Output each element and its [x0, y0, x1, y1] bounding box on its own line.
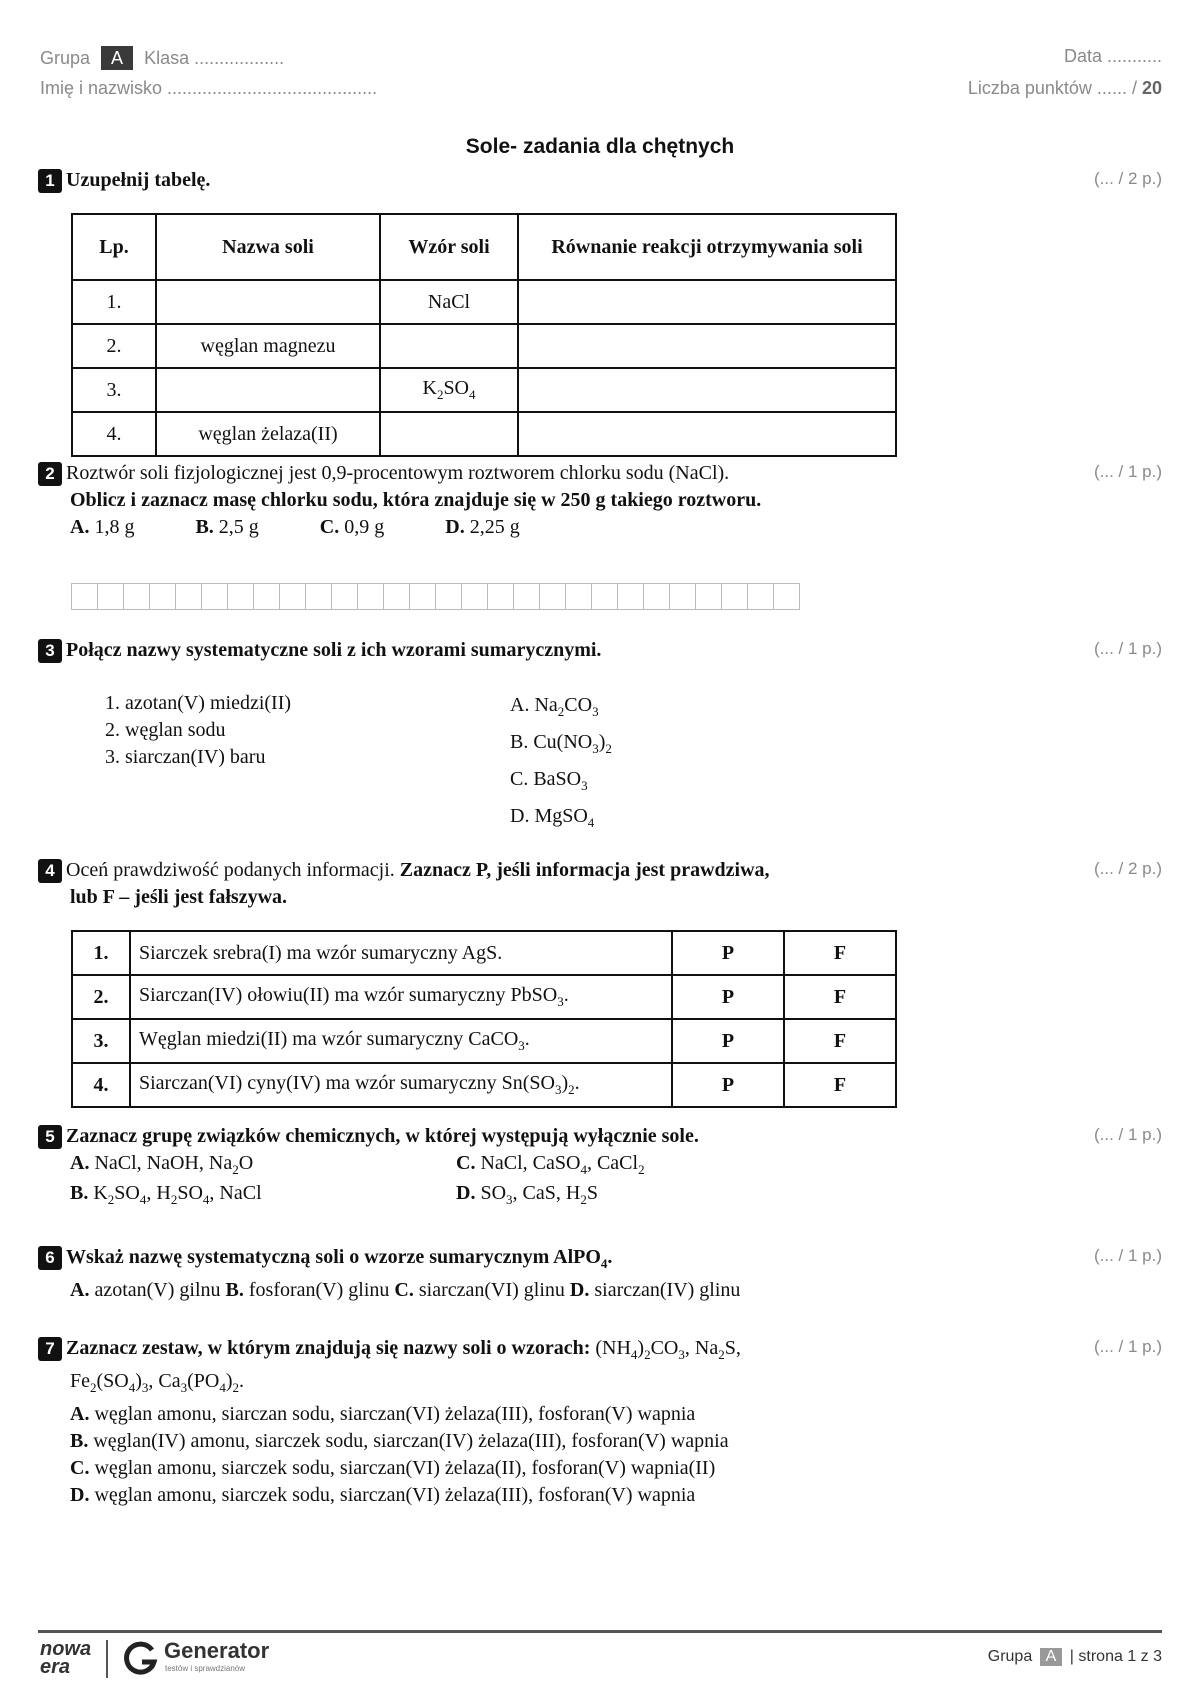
question-4: [38, 857, 938, 911]
salt-formulas-list: [510, 690, 612, 838]
formulas: $Fe_2(SO_4)_3$, $Ca_3(PO_4)_2$.: [70, 1370, 245, 1395]
option-b[interactable]: B. węglan(IV) amonu, siarczek sodu, siarczan(IV) żelaza(III), fosforan(V) wapnia: [70, 1430, 729, 1452]
option-d[interactable]: D. węglan amonu, siarczek sodu, siarczan(VI) żelaza(III), fosforan(V) wapnia: [70, 1484, 696, 1506]
option-d[interactable]: D. 2,25 g: [445, 516, 520, 538]
question-text: Wskaż nazwę systematyczną soli o wzorze sumarycznym AlPO$_4$.: [66, 1246, 613, 1271]
salt-names-list: [105, 690, 291, 771]
row-number: 4.: [72, 412, 156, 456]
option-d[interactable]: D. siarczan(IV) glinu: [569, 1279, 741, 1301]
question-3: [38, 637, 601, 664]
question-number: 1: [38, 169, 62, 193]
table-row: 2. Siarczan(IV) ołowiu(II) ma wzór sumaryczny PbSO$_3$. P F: [72, 975, 896, 1019]
grid-cell[interactable]: [149, 583, 176, 610]
reaction-cell[interactable]: [518, 368, 896, 412]
salt-formula-cell[interactable]: [380, 324, 518, 368]
question-text: Zaznacz grupę związków chemicznych, w której występują wyłącznie sole.: [66, 1125, 699, 1147]
table-row: 1. Siarczek srebra(I) ma wzór sumaryczny AgS. P F: [72, 931, 896, 975]
salt-name-cell[interactable]: [156, 280, 380, 324]
salt-formula-cell: NaCl: [380, 280, 518, 324]
group-badge: A: [101, 46, 133, 70]
grid-cell[interactable]: [513, 583, 540, 610]
question-7-points: (... / 1 p.): [1093, 1337, 1162, 1356]
group-line: [40, 46, 284, 70]
salt-table: [71, 213, 897, 457]
grid-cell[interactable]: [643, 583, 670, 610]
reaction-cell[interactable]: [518, 324, 896, 368]
option-c[interactable]: C. NaCl, CaSO$_4$, CaCl$_2$: [456, 1152, 645, 1177]
points-line: [968, 78, 1162, 99]
table-row: 3. Węglan miedzi(II) ma wzór sumaryczny CaCO$_3$. P F: [72, 1019, 896, 1063]
grid-cell[interactable]: [617, 583, 644, 610]
grid-cell[interactable]: [201, 583, 228, 610]
nowa-era-logo: nowa era: [40, 1638, 92, 1678]
grid-cell[interactable]: [253, 583, 280, 610]
salt-name-cell[interactable]: [156, 368, 380, 412]
grid-cell[interactable]: [435, 583, 462, 610]
question-text: Zaznacz zestaw, w którym znajdują się nazwy soli o wzorach:: [66, 1337, 591, 1359]
formulas: $(NH_4)_2CO_3$, $Na_2S$,: [595, 1337, 741, 1362]
date-label: Data ...........: [1063, 46, 1162, 66]
class-label: Klasa ..................: [144, 48, 285, 68]
row-number: 2.: [72, 324, 156, 368]
grid-cell[interactable]: [383, 583, 410, 610]
option-c[interactable]: C. 0,9 g: [319, 516, 385, 538]
points-total: 20: [1141, 78, 1162, 98]
generator-logo: [122, 1640, 160, 1683]
col-header: Równanie reakcji otrzymywania soli: [518, 214, 896, 280]
statement: Siarczan(IV) ołowiu(II) ma wzór sumaryczny PbSO$_3$.: [130, 975, 672, 1019]
grid-cell[interactable]: [695, 583, 722, 610]
reaction-cell[interactable]: [518, 280, 896, 324]
question-instruction: Zaznacz P, jeśli informacja jest prawdziwa,: [399, 859, 770, 881]
col-header: Lp.: [72, 214, 156, 280]
question-1: [38, 167, 210, 194]
true-false-table: [71, 930, 897, 1108]
salt-formula-cell[interactable]: [380, 412, 518, 456]
list-item: 2. węglan sodu: [105, 719, 226, 741]
grid-cell[interactable]: [227, 583, 254, 610]
grid-cell[interactable]: [71, 583, 98, 610]
footer-group-badge: A: [1040, 1648, 1063, 1666]
salt-formula-cell: $K_2SO_4$: [380, 368, 518, 412]
col-header: Wzór soli: [380, 214, 518, 280]
grid-cell[interactable]: [747, 583, 774, 610]
table-row: [72, 412, 896, 456]
table-row: [72, 324, 896, 368]
table-row: [72, 280, 896, 324]
question-6-points: (... / 1 p.): [1093, 1246, 1162, 1265]
grid-cell[interactable]: [773, 583, 800, 610]
grid-cell[interactable]: [305, 583, 332, 610]
list-item: 3. siarczan(IV) baru: [105, 746, 266, 768]
statement: Siarczek srebra(I) ma wzór sumaryczny AgS.: [130, 931, 672, 975]
question-number: 3: [38, 639, 62, 663]
question-text: Uzupełnij tabelę.: [66, 169, 211, 191]
question-number: 4: [38, 859, 62, 883]
false-option[interactable]: F: [784, 1063, 896, 1107]
list-item: B. $Cu(NO_3)_2$: [510, 731, 612, 756]
grid-cell[interactable]: [123, 583, 150, 610]
question-number: 2: [38, 462, 62, 486]
grid-cell[interactable]: [175, 583, 202, 610]
question-2: [38, 460, 1088, 541]
question-number: 5: [38, 1125, 62, 1149]
option-d[interactable]: D. $SO_3$, CaS, $H_2S$: [456, 1182, 598, 1207]
option-c[interactable]: C. węglan amonu, siarczek sodu, siarczan(VI) żelaza(II), fosforan(V) wapnia(II): [70, 1457, 716, 1479]
question-4-points: (... / 2 p.): [1093, 859, 1162, 878]
list-item: A. $Na_2CO_3$: [510, 694, 599, 719]
grid-cell[interactable]: [721, 583, 748, 610]
false-option[interactable]: F: [784, 975, 896, 1019]
table-row: 4. Siarczan(VI) cyny(IV) ma wzór sumaryczny $Sn(SO_3)_2$. P F: [72, 1063, 896, 1107]
generator-g-icon: [122, 1640, 160, 1678]
question-5-points: (... / 1 p.): [1093, 1125, 1162, 1144]
group-label: Grupa: [40, 48, 91, 68]
col-header: Nazwa soli: [156, 214, 380, 280]
question-6: [38, 1244, 1038, 1304]
generator-logo-subtitle: testów i sprawdzianów: [165, 1664, 246, 1673]
grid-cell[interactable]: [461, 583, 488, 610]
question-number: 7: [38, 1337, 62, 1361]
grid-cell[interactable]: [409, 583, 436, 610]
statement: Węglan miedzi(II) ma wzór sumaryczny CaCO$_3$.: [130, 1019, 672, 1063]
page-number: | strona 1 z 3: [1069, 1648, 1162, 1665]
option-a[interactable]: A. 1,8 g: [70, 516, 135, 538]
list-item: 1. azotan(V) miedzi(II): [105, 692, 292, 714]
name-label: Imię i nazwisko ..........................................: [40, 78, 378, 98]
grid-cell[interactable]: [565, 583, 592, 610]
question-text: Roztwór soli fizjologicznej jest 0,9-procentowym roztworem chlorku sodu (NaCl).: [66, 462, 730, 484]
grid-cell[interactable]: [539, 583, 566, 610]
grid-cell[interactable]: [669, 583, 696, 610]
question-text: Połącz nazwy systematyczne soli z ich wzorami sumarycznymi.: [66, 639, 602, 661]
list-item: D. MgSO$_4$: [510, 805, 595, 830]
question-1-points: (... / 2 p.): [1093, 169, 1162, 188]
statement: Siarczan(VI) cyny(IV) ma wzór sumaryczny $Sn(SO_3)_2$.: [130, 1063, 672, 1107]
grid-cell[interactable]: [487, 583, 514, 610]
false-option[interactable]: F: [784, 1019, 896, 1063]
grid-cell[interactable]: [357, 583, 384, 610]
option-a[interactable]: A. węglan amonu, siarczan sodu, siarczan(VI) żelaza(III), fosforan(V) wapnia: [70, 1403, 696, 1425]
reaction-cell[interactable]: [518, 412, 896, 456]
row-number: 1.: [72, 280, 156, 324]
table-row: [72, 368, 896, 412]
footer-page-info: Grupa A | strona 1 z 3: [987, 1648, 1162, 1665]
option-a[interactable]: A. NaCl, NaOH, $Na_2O$: [70, 1152, 254, 1177]
question-5: [38, 1123, 1038, 1207]
row-number: 3.: [72, 368, 156, 412]
true-option[interactable]: P: [672, 1019, 784, 1063]
question-3-points: (... / 1 p.): [1093, 639, 1162, 658]
option-a[interactable]: A. azotan(V) gilnu: [70, 1279, 221, 1301]
answer-options: [38, 514, 1088, 541]
true-option[interactable]: P: [672, 1063, 784, 1107]
generator-logo-text: Generator: [164, 1638, 270, 1663]
true-option[interactable]: P: [672, 931, 784, 975]
logo-divider: [106, 1640, 108, 1678]
grid-cell[interactable]: [97, 583, 124, 610]
question-instruction: Oblicz i zaznacz masę chlorku sodu, która znajduje się w 250 g takiego roztworu.: [70, 489, 762, 511]
grid-cell[interactable]: [591, 583, 618, 610]
true-option[interactable]: P: [672, 975, 784, 1019]
points-label: Liczba punktów ...... /: [967, 78, 1137, 98]
question-instruction: lub F – jeśli jest fałszywa.: [70, 886, 288, 908]
question-7: [38, 1335, 1038, 1509]
grid-cell[interactable]: [331, 583, 358, 610]
question-number: 6: [38, 1246, 62, 1270]
salt-name-cell: węglan magnezu: [156, 324, 380, 368]
grid-cell[interactable]: [279, 583, 306, 610]
option-b[interactable]: B. 2,5 g: [195, 516, 259, 538]
option-b[interactable]: B. fosforan(V) glinu: [225, 1279, 390, 1301]
option-c[interactable]: C. siarczan(VI) glinu: [394, 1279, 565, 1301]
salt-name-cell: węglan żelaza(II): [156, 412, 380, 456]
false-option[interactable]: F: [784, 931, 896, 975]
question-2-points: (... / 1 p.): [1093, 462, 1162, 481]
list-item: C. BaSO$_3$: [510, 768, 588, 793]
page-title: Sole- zadania dla chętnych: [465, 135, 735, 158]
option-b[interactable]: B. $K_2SO_4$, $H_2SO_4$, NaCl: [70, 1182, 262, 1207]
footer-divider: [38, 1630, 1162, 1633]
calculation-grid[interactable]: [71, 583, 799, 610]
question-text: Oceń prawdziwość podanych informacji.: [66, 859, 395, 881]
